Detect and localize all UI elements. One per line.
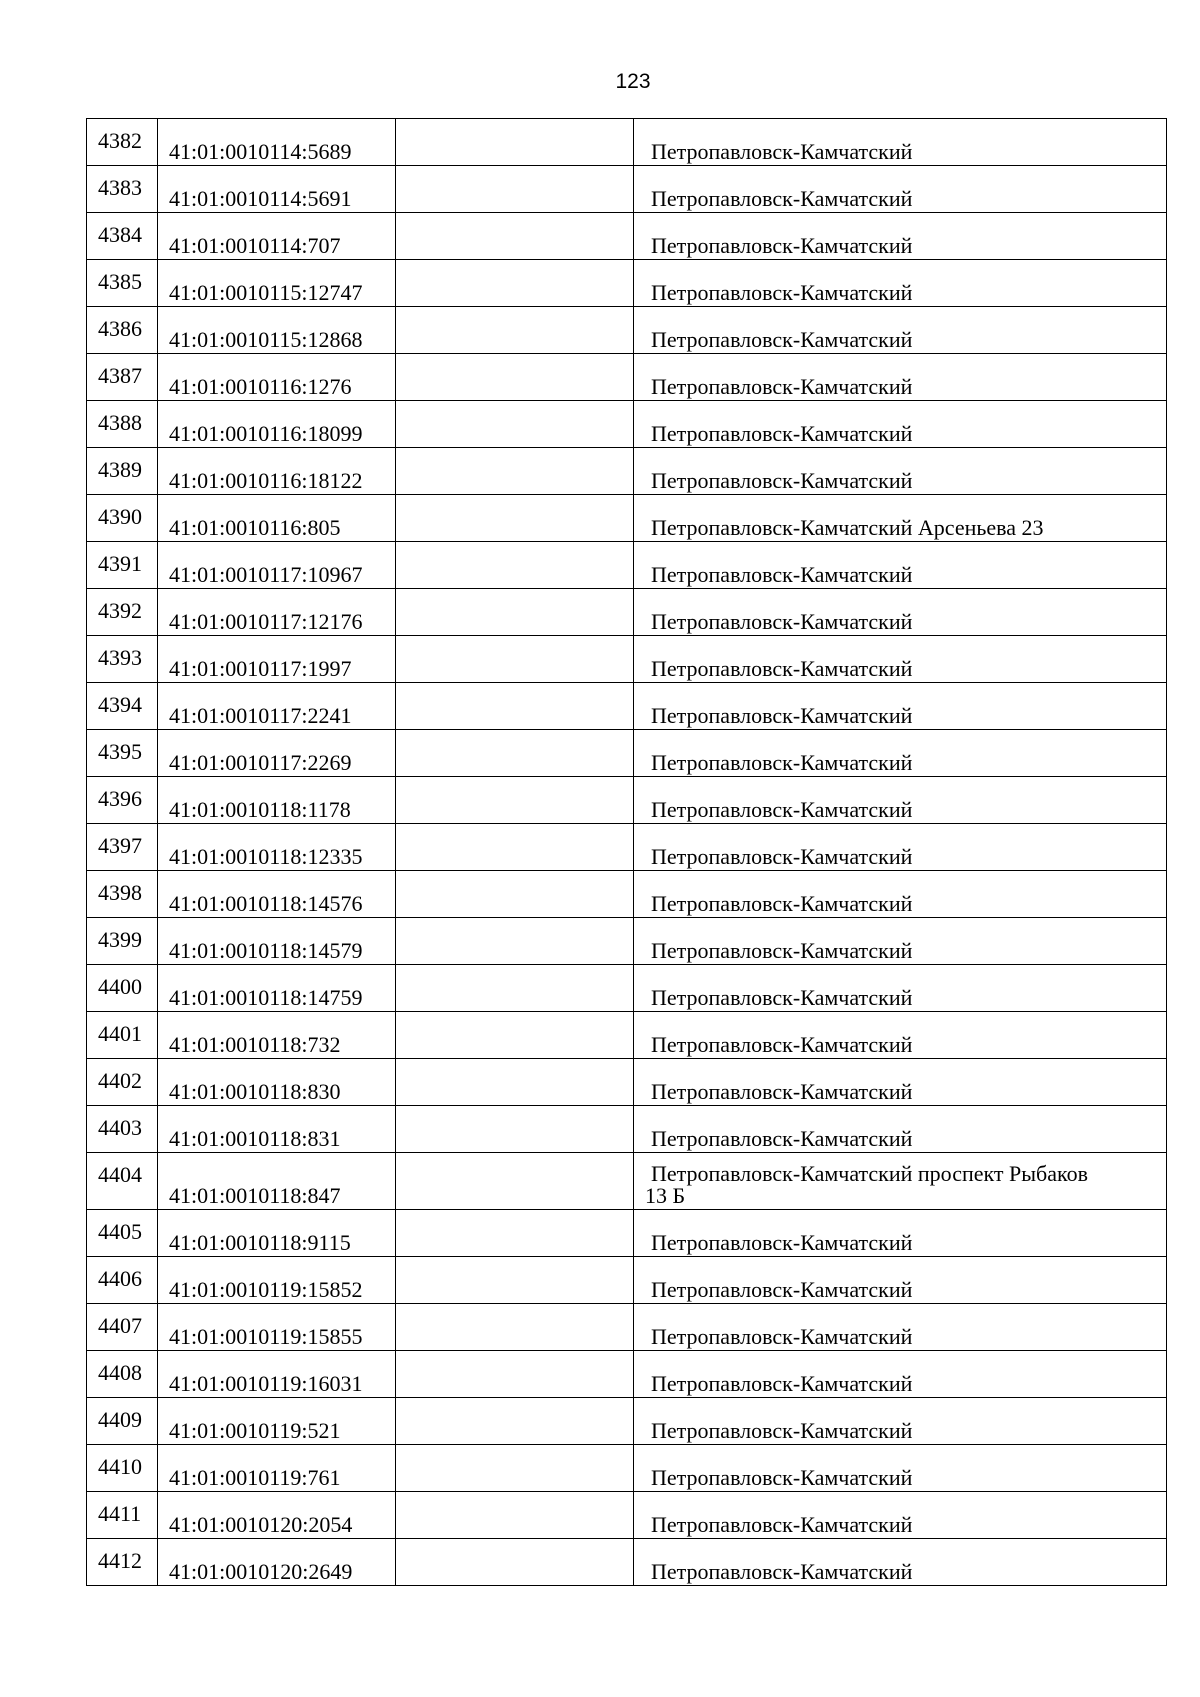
table-row xyxy=(87,1445,1167,1492)
row-number-cell: 4411 xyxy=(87,1492,158,1539)
cadastral-number-cell: 41:01:0010118:1178 xyxy=(158,777,396,824)
cadastral-number-cell: 41:01:0010117:2269 xyxy=(158,730,396,777)
empty-cell xyxy=(396,1304,634,1351)
row-number-cell: 4402 xyxy=(87,1059,158,1106)
address-cell xyxy=(634,965,1167,1012)
address-text: Петропавловск-Камчатский xyxy=(651,797,913,822)
address-text: Петропавловск-Камчатский xyxy=(651,1126,913,1151)
empty-cell xyxy=(396,730,634,777)
table-row xyxy=(87,730,1167,777)
empty-cell xyxy=(396,448,634,495)
address-cell xyxy=(634,1106,1167,1153)
address-cell xyxy=(634,166,1167,213)
cadastral-number-cell: 41:01:0010114:5691 xyxy=(158,166,396,213)
address-cell xyxy=(634,1539,1167,1586)
empty-cell xyxy=(396,1398,634,1445)
table-row xyxy=(87,1012,1167,1059)
address-text: Петропавловск-Камчатский xyxy=(651,891,913,916)
cadastral-number-cell: 41:01:0010118:14579 xyxy=(158,918,396,965)
address-text: Петропавловск-Камчатский xyxy=(651,750,913,775)
row-number-cell: 4388 xyxy=(87,401,158,448)
row-number-cell: 4398 xyxy=(87,871,158,918)
empty-cell xyxy=(396,1012,634,1059)
address-cell xyxy=(634,401,1167,448)
address-cell xyxy=(634,1351,1167,1398)
table-row xyxy=(87,354,1167,401)
empty-cell xyxy=(396,401,634,448)
cadastral-number-cell: 41:01:0010117:1997 xyxy=(158,636,396,683)
address-cell xyxy=(634,636,1167,683)
cadastral-number-cell: 41:01:0010115:12868 xyxy=(158,307,396,354)
address-cell xyxy=(634,1012,1167,1059)
empty-cell xyxy=(396,1059,634,1106)
empty-cell xyxy=(396,542,634,589)
row-number-cell: 4409 xyxy=(87,1398,158,1445)
table-row xyxy=(87,965,1167,1012)
address-continuation-text: 13 Б xyxy=(645,1183,686,1208)
address-text: Петропавловск-Камчатский xyxy=(651,703,913,728)
table-row xyxy=(87,495,1167,542)
table-row xyxy=(87,871,1167,918)
cadastral-number-cell: 41:01:0010119:15852 xyxy=(158,1257,396,1304)
row-number-cell: 4384 xyxy=(87,213,158,260)
registry-table xyxy=(86,118,1167,1586)
row-number-cell: 4393 xyxy=(87,636,158,683)
empty-cell xyxy=(396,354,634,401)
address-cell xyxy=(634,730,1167,777)
table-row xyxy=(87,448,1167,495)
empty-cell xyxy=(396,965,634,1012)
empty-cell xyxy=(396,1210,634,1257)
cadastral-number-cell: 41:01:0010116:18099 xyxy=(158,401,396,448)
address-cell xyxy=(634,307,1167,354)
cadastral-number-cell: 41:01:0010116:18122 xyxy=(158,448,396,495)
row-number-cell: 4392 xyxy=(87,589,158,636)
cadastral-number-cell: 41:01:0010120:2649 xyxy=(158,1539,396,1586)
table-row xyxy=(87,260,1167,307)
address-text: Петропавловск-Камчатский xyxy=(651,421,913,446)
cadastral-number-cell: 41:01:0010118:12335 xyxy=(158,824,396,871)
row-number-cell: 4386 xyxy=(87,307,158,354)
address-text: Петропавловск-Камчатский xyxy=(651,280,913,305)
address-text: Петропавловск-Камчатский xyxy=(651,374,913,399)
empty-cell xyxy=(396,166,634,213)
empty-cell xyxy=(396,1492,634,1539)
empty-cell xyxy=(396,1351,634,1398)
address-text: Петропавловск-Камчатский xyxy=(651,1512,913,1537)
table-row xyxy=(87,918,1167,965)
empty-cell xyxy=(396,777,634,824)
row-number-cell: 4412 xyxy=(87,1539,158,1586)
table-row xyxy=(87,1106,1167,1153)
address-text: Петропавловск-Камчатский xyxy=(651,562,913,587)
address-text: Петропавловск-Камчатский xyxy=(651,1418,913,1443)
table-row xyxy=(87,166,1167,213)
row-number-cell: 4391 xyxy=(87,542,158,589)
address-text: Петропавловск-Камчатский xyxy=(651,1230,913,1255)
address-text: Петропавловск-Камчатский xyxy=(651,468,913,493)
row-number-cell: 4397 xyxy=(87,824,158,871)
row-number-cell: 4405 xyxy=(87,1210,158,1257)
cadastral-number-cell: 41:01:0010119:15855 xyxy=(158,1304,396,1351)
cadastral-number-cell: 41:01:0010118:830 xyxy=(158,1059,396,1106)
address-cell xyxy=(634,260,1167,307)
table-row xyxy=(87,589,1167,636)
row-number-cell: 4404 xyxy=(87,1153,158,1210)
address-cell xyxy=(634,495,1167,542)
table-row xyxy=(87,683,1167,730)
table-row xyxy=(87,119,1167,166)
address-text: Петропавловск-Камчатский xyxy=(651,609,913,634)
table-row xyxy=(87,213,1167,260)
row-number-cell: 4408 xyxy=(87,1351,158,1398)
empty-cell xyxy=(396,213,634,260)
row-number-cell: 4390 xyxy=(87,495,158,542)
cadastral-number-cell: 41:01:0010119:16031 xyxy=(158,1351,396,1398)
address-cell xyxy=(634,589,1167,636)
address-cell xyxy=(634,777,1167,824)
empty-cell xyxy=(396,1257,634,1304)
page-number: 123 xyxy=(615,70,651,93)
cadastral-number-cell: 41:01:0010114:707 xyxy=(158,213,396,260)
cadastral-number-cell: 41:01:0010115:12747 xyxy=(158,260,396,307)
row-number-cell: 4400 xyxy=(87,965,158,1012)
address-cell xyxy=(634,871,1167,918)
empty-cell xyxy=(396,1539,634,1586)
row-number-cell: 4394 xyxy=(87,683,158,730)
cadastral-number-cell: 41:01:0010117:2241 xyxy=(158,683,396,730)
address-cell xyxy=(634,824,1167,871)
address-text: Петропавловск-Камчатский xyxy=(651,1324,913,1349)
address-cell xyxy=(634,1210,1167,1257)
cadastral-number-cell: 41:01:0010114:5689 xyxy=(158,119,396,166)
cadastral-number-cell: 41:01:0010117:10967 xyxy=(158,542,396,589)
address-cell xyxy=(634,1153,1167,1210)
cadastral-number-cell: 41:01:0010116:1276 xyxy=(158,354,396,401)
cadastral-number-cell: 41:01:0010116:805 xyxy=(158,495,396,542)
address-text: Петропавловск-Камчатский xyxy=(651,938,913,963)
row-number-cell: 4389 xyxy=(87,448,158,495)
address-cell xyxy=(634,683,1167,730)
address-text: Петропавловск-Камчатский xyxy=(651,327,913,352)
row-number-cell: 4410 xyxy=(87,1445,158,1492)
row-number-cell: 4399 xyxy=(87,918,158,965)
row-number-cell: 4385 xyxy=(87,260,158,307)
table-row xyxy=(87,307,1167,354)
cadastral-number-cell: 41:01:0010118:14759 xyxy=(158,965,396,1012)
table-row xyxy=(87,1304,1167,1351)
address-cell xyxy=(634,1059,1167,1106)
empty-cell xyxy=(396,307,634,354)
empty-cell xyxy=(396,1153,634,1210)
address-cell xyxy=(634,1304,1167,1351)
address-text: Петропавловск-Камчатский xyxy=(651,1079,913,1104)
cadastral-number-cell: 41:01:0010118:14576 xyxy=(158,871,396,918)
cadastral-number-cell: 41:01:0010118:732 xyxy=(158,1012,396,1059)
row-number-cell: 4401 xyxy=(87,1012,158,1059)
address-text: Петропавловск-Камчатский xyxy=(651,233,913,258)
row-number-cell: 4383 xyxy=(87,166,158,213)
table-row xyxy=(87,777,1167,824)
empty-cell xyxy=(396,1445,634,1492)
empty-cell xyxy=(396,495,634,542)
row-number-cell: 4406 xyxy=(87,1257,158,1304)
address-cell xyxy=(634,1257,1167,1304)
cadastral-number-cell: 41:01:0010119:521 xyxy=(158,1398,396,1445)
address-text: Петропавловск-Камчатский xyxy=(651,1465,913,1490)
address-text: Петропавловск-Камчатский xyxy=(651,1032,913,1057)
address-text: Петропавловск-Камчатский xyxy=(651,1371,913,1396)
empty-cell xyxy=(396,119,634,166)
empty-cell xyxy=(396,589,634,636)
address-cell xyxy=(634,1445,1167,1492)
row-number-cell: 4403 xyxy=(87,1106,158,1153)
address-text: Петропавловск-Камчатский xyxy=(651,139,913,164)
address-text: Петропавловск-Камчатский xyxy=(651,985,913,1010)
table-row xyxy=(87,1398,1167,1445)
table-row xyxy=(87,401,1167,448)
table-row xyxy=(87,1210,1167,1257)
empty-cell xyxy=(396,824,634,871)
empty-cell xyxy=(396,1106,634,1153)
empty-cell xyxy=(396,918,634,965)
address-cell xyxy=(634,542,1167,589)
row-number-cell: 4396 xyxy=(87,777,158,824)
address-cell xyxy=(634,213,1167,260)
registry-table-body xyxy=(87,119,1167,1586)
table-row xyxy=(87,1492,1167,1539)
cadastral-number-cell: 41:01:0010120:2054 xyxy=(158,1492,396,1539)
address-cell xyxy=(634,918,1167,965)
cadastral-number-cell: 41:01:0010118:847 xyxy=(158,1153,396,1210)
row-number-cell: 4407 xyxy=(87,1304,158,1351)
address-text: Петропавловск-Камчатский xyxy=(651,186,913,211)
address-text: Петропавловск-Камчатский xyxy=(651,656,913,681)
address-text: Петропавловск-Камчатский xyxy=(651,1559,913,1584)
cadastral-number-cell: 41:01:0010117:12176 xyxy=(158,589,396,636)
address-cell xyxy=(634,1492,1167,1539)
address-cell xyxy=(634,119,1167,166)
cadastral-number-cell: 41:01:0010118:9115 xyxy=(158,1210,396,1257)
address-cell xyxy=(634,354,1167,401)
table-row xyxy=(87,1351,1167,1398)
row-number-cell: 4387 xyxy=(87,354,158,401)
address-cell xyxy=(634,1398,1167,1445)
table-row xyxy=(87,636,1167,683)
address-text: Петропавловск-Камчатский xyxy=(651,844,913,869)
table-row xyxy=(87,824,1167,871)
table-row xyxy=(87,542,1167,589)
empty-cell xyxy=(396,871,634,918)
empty-cell xyxy=(396,260,634,307)
address-text: Петропавловск-Камчатский xyxy=(651,1277,913,1302)
row-number-cell: 4395 xyxy=(87,730,158,777)
table-row xyxy=(87,1153,1167,1210)
table-row xyxy=(87,1539,1167,1586)
address-cell xyxy=(634,448,1167,495)
cadastral-number-cell: 41:01:0010119:761 xyxy=(158,1445,396,1492)
cadastral-number-cell: 41:01:0010118:831 xyxy=(158,1106,396,1153)
row-number-cell: 4382 xyxy=(87,119,158,166)
empty-cell xyxy=(396,636,634,683)
table-row xyxy=(87,1257,1167,1304)
table-row xyxy=(87,1059,1167,1106)
empty-cell xyxy=(396,683,634,730)
address-text: Петропавловск-Камчатский проспект Рыбаков xyxy=(651,1161,1088,1186)
address-text: Петропавловск-Камчатский Арсеньева 23 xyxy=(651,515,1044,540)
